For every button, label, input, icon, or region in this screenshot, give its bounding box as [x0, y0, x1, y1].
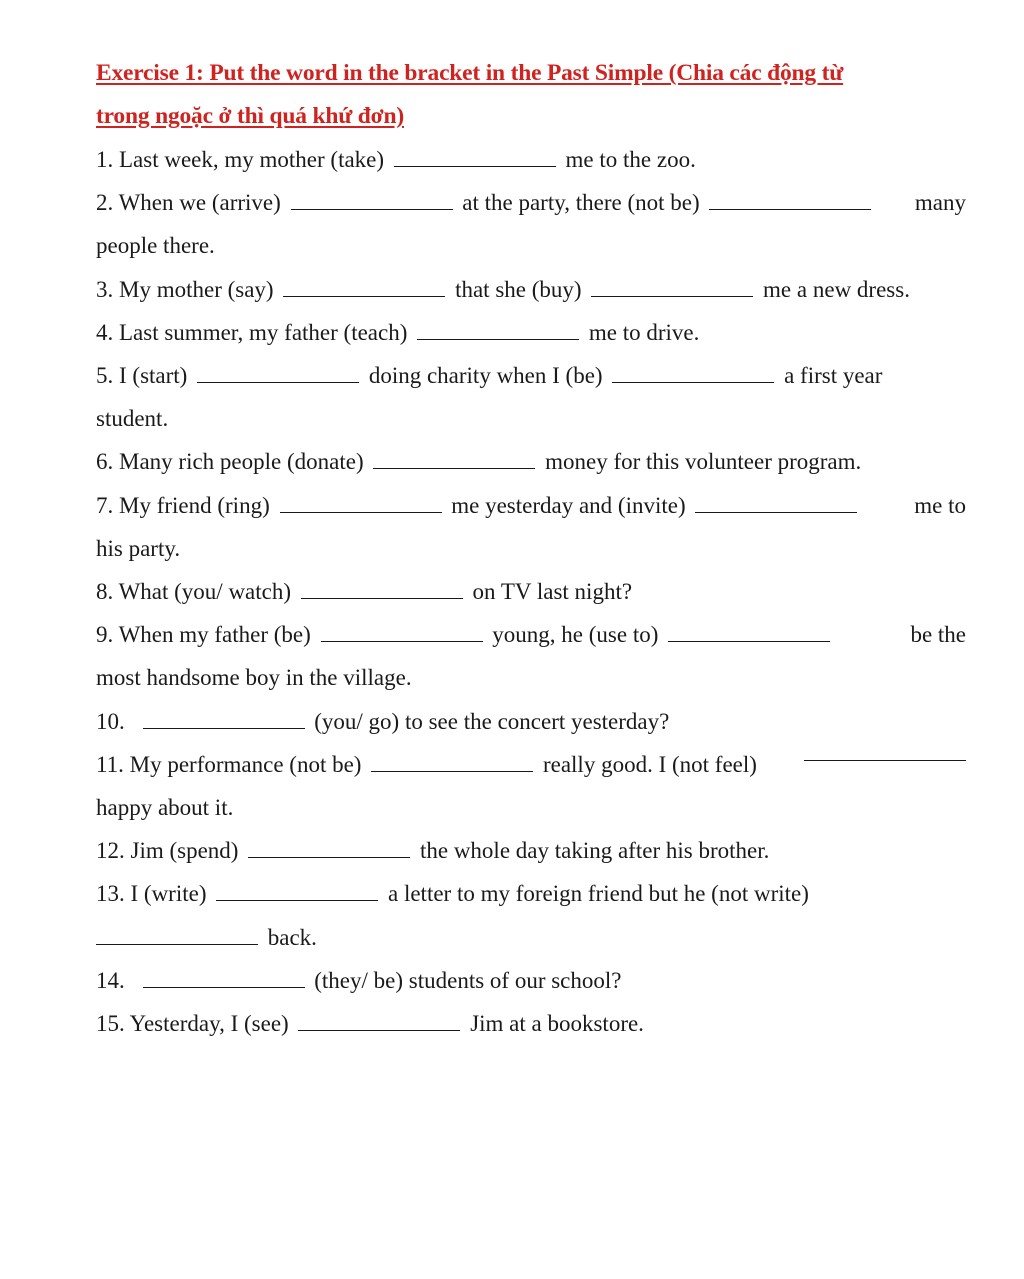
q3-blank-2[interactable] [591, 279, 753, 297]
question-8 [96, 570, 966, 613]
q15-blank-1[interactable] [298, 1013, 460, 1031]
q14-blank-1[interactable] [143, 970, 305, 988]
question-5-continued [96, 397, 966, 440]
worksheet [96, 52, 966, 1045]
q1-blank-1[interactable] [394, 149, 556, 167]
q9-text-b: young, he (use to) [492, 622, 659, 648]
q6-text-a: 6. Many rich people (donate) [96, 449, 364, 475]
q11-text-b: really good. I (not feel) [542, 751, 757, 777]
question-15 [96, 1002, 966, 1045]
q3-blank-1[interactable] [283, 279, 445, 297]
q5-text-a: 5. I (start) [96, 363, 188, 389]
question-11-continued [96, 786, 966, 829]
exercise-title-line-2: trong ngoặc ở thì quá khứ đơn) [96, 103, 404, 129]
q6-blank-1[interactable] [373, 451, 535, 469]
q13-text-b: a letter to my foreign friend but he (not write) [388, 881, 809, 907]
question-5 [96, 354, 966, 397]
question-11 [96, 743, 966, 786]
question-4 [96, 311, 966, 354]
q9-text-c: be the [910, 622, 966, 648]
q15-text-a: 15. Yesterday, I (see) [96, 1011, 289, 1037]
q11-blank-1[interactable] [371, 754, 533, 772]
question-7-continued [96, 527, 966, 570]
q9-blank-1[interactable] [321, 624, 483, 642]
q5-blank-1[interactable] [197, 365, 359, 383]
q5-text-c: a first year [784, 363, 883, 389]
q7-blank-1[interactable] [280, 495, 442, 513]
question-2 [96, 181, 966, 224]
question-6 [96, 440, 966, 483]
q13-text-c: back. [267, 924, 317, 950]
question-2-continued [96, 224, 966, 267]
question-1 [96, 138, 966, 181]
q1-text-a: 1. Last week, my mother (take) [96, 147, 385, 172]
q9-text-d: most handsome boy in the village. [96, 665, 412, 691]
q5-blank-2[interactable] [612, 365, 774, 383]
q10-text-a: 10. [96, 708, 125, 734]
q5-text-b: doing charity when I (be) [368, 363, 603, 389]
q4-text-a: 4. Last summer, my father (teach) [96, 319, 408, 345]
q2-text-b: at the party, there (not be) [462, 190, 700, 216]
question-3 [96, 268, 966, 311]
q9-text-a: 9. When my father (be) [96, 622, 311, 648]
q8-text-a: 8. What (you/ watch) [96, 579, 292, 605]
q13-blank-1[interactable] [216, 883, 378, 901]
q13-text-a: 13. I (write) [96, 881, 207, 907]
q3-text-c: me a new dress. [763, 276, 910, 302]
q14-text-b: (they/ be) students of our school? [314, 967, 622, 993]
q12-text-b: the whole day taking after his brother. [419, 838, 770, 864]
q2-blank-1[interactable] [291, 192, 453, 210]
question-9 [96, 613, 966, 656]
q1-text-b: me to the zoo. [565, 147, 696, 172]
q14-text-a: 14. [96, 967, 125, 993]
q7-text-a: 7. My friend (ring) [96, 492, 270, 518]
q12-text-a: 12. Jim (spend) [96, 838, 239, 864]
q11-text-c: happy about it. [96, 795, 234, 821]
q7-blank-2[interactable] [695, 495, 857, 513]
q8-blank-1[interactable] [301, 581, 463, 599]
q12-blank-1[interactable] [248, 840, 410, 858]
q11-text-a: 11. My performance (not be) [96, 751, 362, 777]
q13-blank-2[interactable] [96, 927, 258, 945]
q7-text-d: his party. [96, 535, 181, 561]
q8-text-b: on TV last night? [472, 579, 633, 605]
question-9-continued [96, 656, 966, 699]
question-7 [96, 484, 966, 527]
exercise-title-line-1: Exercise 1: Put the word in the bracket in the Past Simple (Chia các động từ [96, 60, 844, 86]
q2-text-a: 2. When we (arrive) [96, 190, 281, 216]
q9-blank-2[interactable] [668, 624, 830, 642]
q2-text-d: people there. [96, 233, 215, 259]
q7-text-c: me to [914, 492, 966, 518]
question-10 [96, 700, 966, 743]
q2-blank-2[interactable] [709, 192, 871, 210]
q2-text-c: many [914, 190, 966, 216]
q10-blank-1[interactable] [143, 711, 305, 729]
question-13 [96, 872, 966, 915]
q3-text-b: that she (buy) [455, 276, 582, 302]
q15-text-b: Jim at a bookstore. [470, 1011, 644, 1037]
q4-blank-1[interactable] [417, 322, 579, 340]
question-12 [96, 829, 966, 872]
q11-blank-2[interactable] [804, 743, 966, 761]
q4-text-b: me to drive. [588, 319, 700, 345]
question-13-continued [96, 916, 966, 959]
question-14 [96, 959, 966, 1002]
q10-text-b: (you/ go) to see the concert yesterday? [314, 708, 670, 734]
q6-text-b: money for this volunteer program. [545, 449, 862, 475]
q7-text-b: me yesterday and (invite) [451, 492, 686, 518]
q3-text-a: 3. My mother (say) [96, 276, 274, 302]
q5-text-d: student. [96, 406, 169, 432]
